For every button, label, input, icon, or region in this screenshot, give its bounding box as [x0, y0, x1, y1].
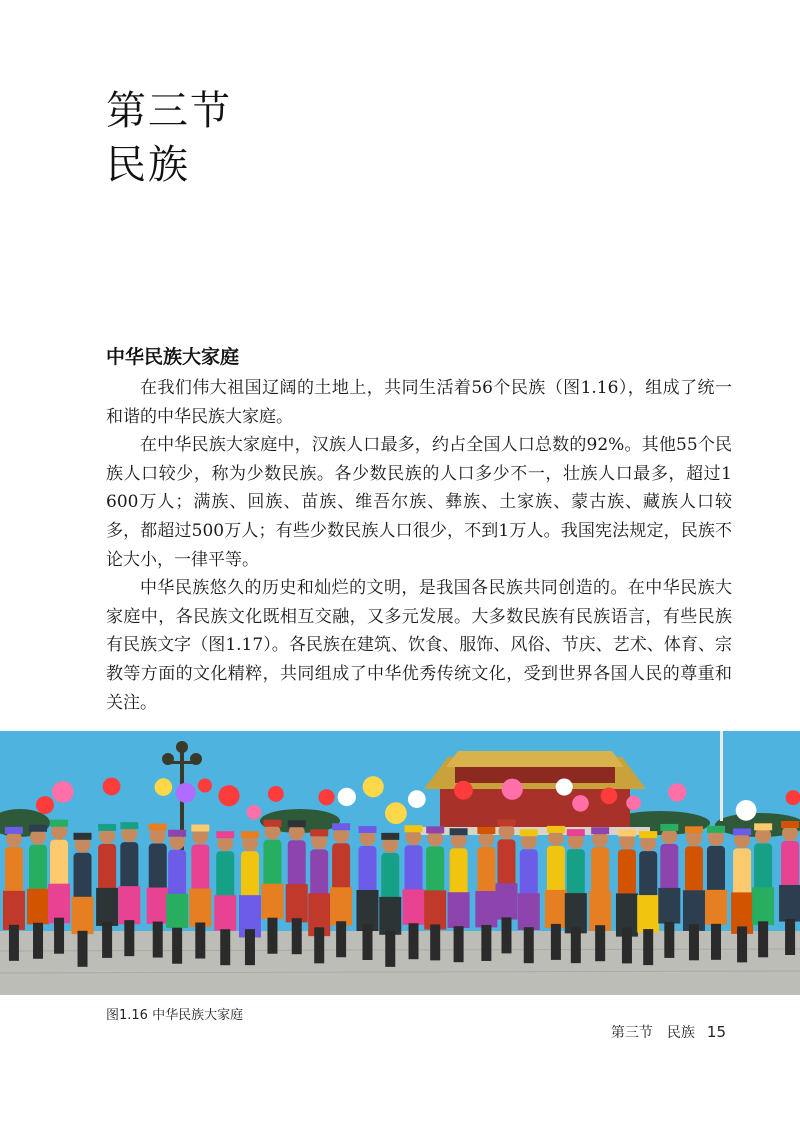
paragraph-2: 在中华民族大家庭中，汉族人口最多，约占全国人口总数的92%。其他55个民族人口较少，称为少数民族。各少数民族的人口多少不一，壮族人口最多，超过1 600万人；满族、回族、苗族、维吾尔族、彝族、土家族、蒙古族、藏族人口较多，都超过500万人；有些少数民族人口很少，不到1万人。我国宪法规定，民族不论大小，一律平等。 — [106, 435, 732, 570]
paragraph-1: 在我们伟大祖国辽阔的土地上，共同生活着56个民族（图1.16），组成了统一和谐的中华民族大家庭。 — [106, 378, 732, 427]
section-heading: 中华民族大家庭 — [106, 346, 240, 368]
page-number: 15 — [706, 1023, 726, 1041]
footer-section-label: 第三节 民族 — [610, 1025, 695, 1041]
chapter-title — [106, 84, 232, 192]
page-footer — [611, 1022, 726, 1042]
photo-ground — [0, 931, 800, 995]
chapter-name: 民族 — [106, 142, 190, 188]
body-text — [106, 374, 732, 717]
chapter-number: 第三节 — [106, 88, 232, 134]
ethnic-groups-photo — [0, 731, 800, 995]
figure-caption: 图1.16 中华民族大家庭 — [106, 1008, 244, 1023]
paragraph-3: 中华民族悠久的历史和灿烂的文明，是我国各民族共同创造的。在中华民族大家庭中，各民族文化既相互交融，又多元发展。大多数民族有民族语言，有些民族有民族文字（图1.17）。各民族在建筑、饮食、服饰、风俗、节庆、艺术、体育、宗教等方面的文化精粹，共同组成了中华优秀传统文化，受到世界各国人民的尊重和关注。 — [106, 578, 732, 713]
